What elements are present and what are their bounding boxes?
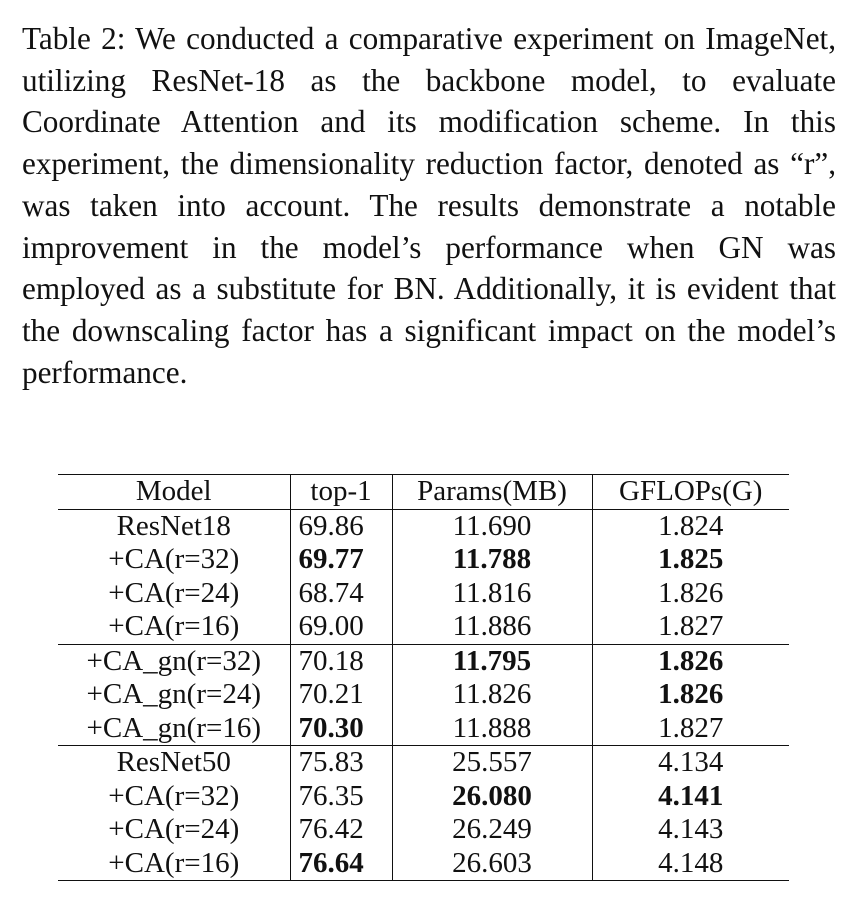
cell-model: +CA_gn(r=24) [86,678,261,711]
table-row [58,610,789,644]
table-row [58,746,789,780]
cell-top1: 76.64 [290,847,392,881]
cell-model: +CA(r=16) [58,847,290,881]
cell-gflops: 1.826 [592,678,789,712]
cell-gflops: 1.827 [592,712,789,746]
cell-params: 25.557 [392,746,592,780]
cell-top1: 70.30 [290,712,392,746]
cell-gflops: 1.827 [592,610,789,644]
table-row [58,678,789,712]
table-row [58,577,789,611]
cell-gflops: 4.134 [592,746,789,780]
cell-top1: 70.21 [290,678,392,712]
cell-gflops: 4.143 [592,813,789,847]
cell-top1: 69.86 [290,509,392,543]
cell-params: 11.690 [392,509,592,543]
cell-model: ResNet50 [58,746,290,780]
cell-params: 26.603 [392,847,592,881]
table-row [58,712,789,746]
cell-gflops: 1.824 [592,509,789,543]
cell-top1: 75.83 [290,746,392,780]
header-top1: top-1 [290,475,392,510]
cell-params: 11.795 [392,644,592,678]
cell-gflops: 4.141 [592,780,789,814]
header-params: Params(MB) [392,475,592,510]
cell-gflops: 1.826 [592,577,789,611]
cell-top1: 70.18 [290,644,392,678]
cell-top1: 76.35 [290,780,392,814]
cell-params: 11.826 [392,678,592,712]
cell-model: +CA_gn(r=16) [86,711,261,744]
cell-top1: 69.00 [290,610,392,644]
cell-params: 11.788 [392,543,592,577]
cell-top1: 68.74 [290,577,392,611]
results-table [58,474,789,881]
cell-model: +CA(r=32) [108,543,240,576]
cell-model: +CA(r=24) [108,813,240,846]
cell-gflops: 1.826 [592,644,789,678]
table-row [58,813,789,847]
cell-params: 11.888 [392,712,592,746]
table-row [58,543,789,577]
cell-top1: 69.77 [290,543,392,577]
table-row [58,780,789,814]
cell-params: 26.080 [392,780,592,814]
table-header-row [58,475,789,510]
table-row [58,847,789,881]
table-caption: Table 2: We conducted a comparative experiment on ImageNet, utilizing ResNet-18 as the backbone model, to evaluate Coordinate Attention and its modification scheme. In this experiment, the dimensionality reduction factor, denoted as “r”, was taken into account. The results demonstrate a notable improvement in the model’s performance when GN was employed as a substitute for BN. Additionally, it is evident that the downscaling factor has a significant impact on the model’s performance. [22,21,836,390]
cell-params: 26.249 [392,813,592,847]
header-gflops: GFLOPs(G) [592,475,789,510]
table-row [58,509,789,543]
cell-model: ResNet18 [58,509,290,543]
cell-gflops: 1.825 [592,543,789,577]
cell-model: +CA(r=16) [108,610,240,643]
cell-top1: 76.42 [290,813,392,847]
table-row [58,644,789,678]
table-body [58,509,789,881]
cell-model: +CA(r=32) [108,779,240,812]
cell-gflops: 4.148 [592,847,789,881]
cell-model: +CA_gn(r=32) [58,644,290,678]
header-model: Model [58,475,290,510]
cell-params: 11.816 [392,577,592,611]
cell-model: +CA(r=24) [108,576,240,609]
cell-params: 11.886 [392,610,592,644]
